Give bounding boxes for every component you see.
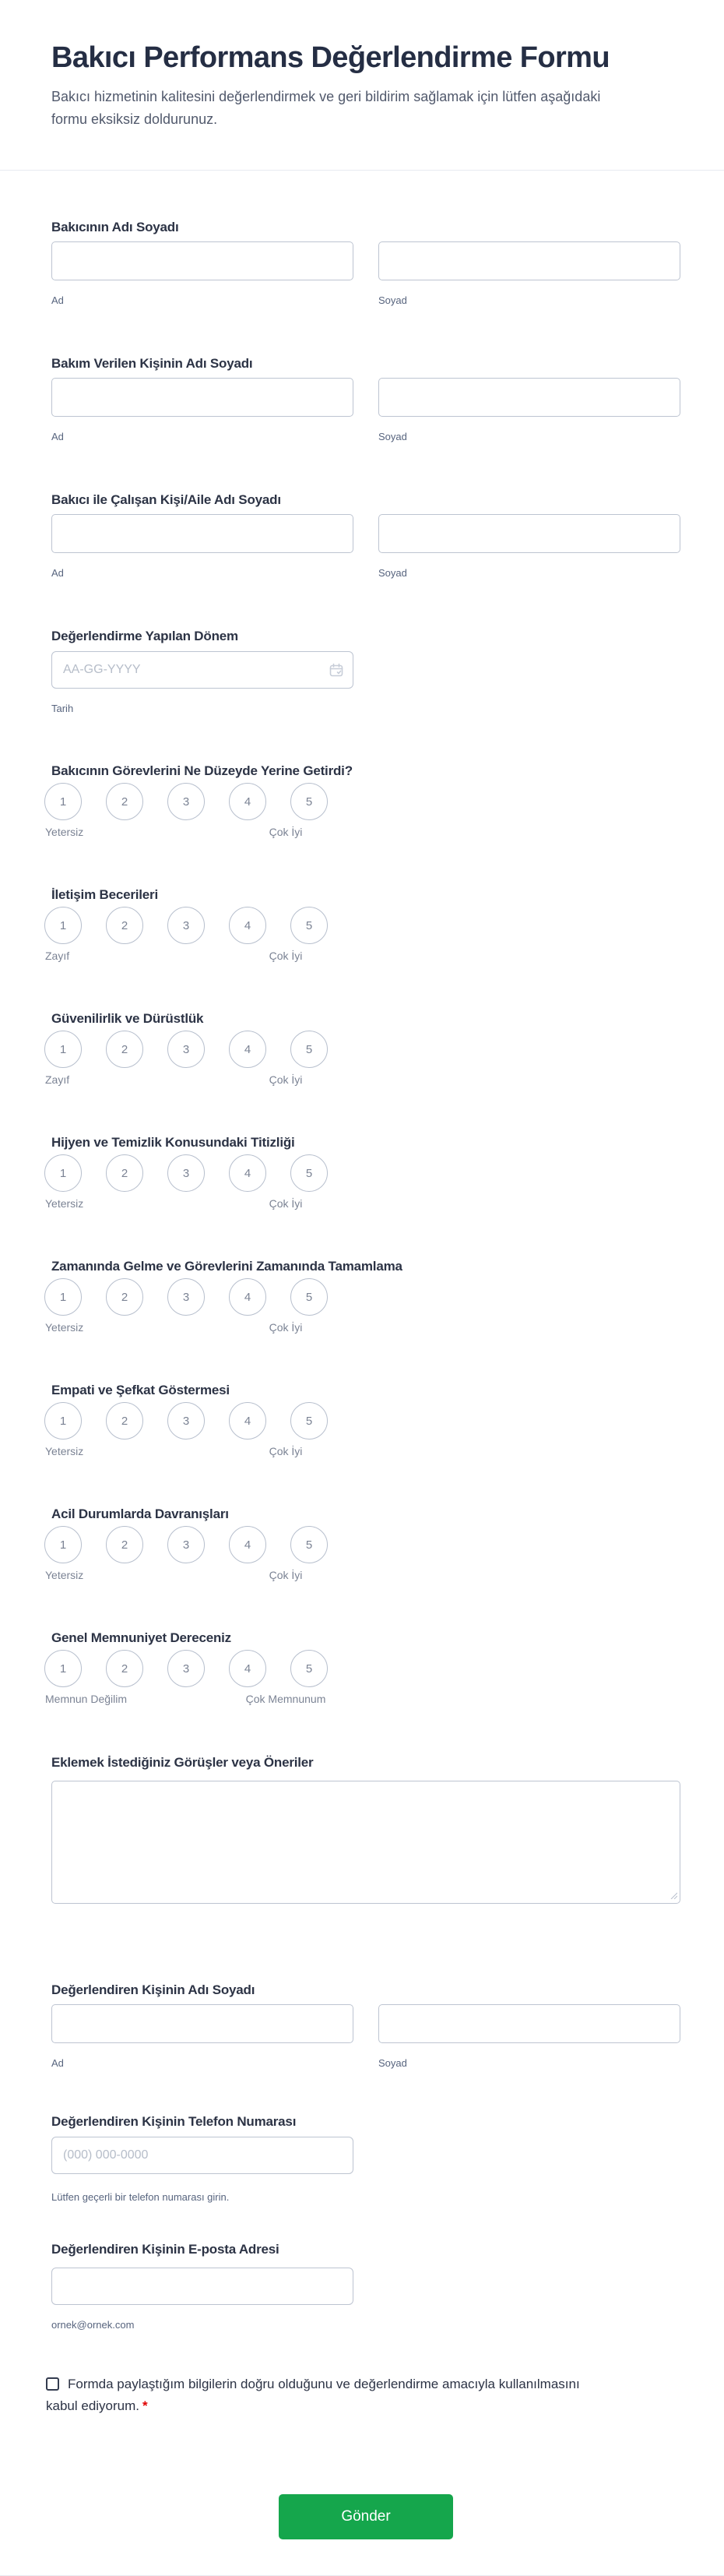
- rating-scale: [44, 1526, 680, 1563]
- rating-question: [45, 1010, 680, 1087]
- scale-option-4[interactable]: 4: [229, 1402, 266, 1440]
- scale-max-label: Çok Memnunum: [245, 1693, 326, 1705]
- scale-min-label: Yetersiz: [45, 1445, 84, 1457]
- scale-option-4[interactable]: 4: [229, 1154, 266, 1192]
- scale-option-4[interactable]: 4: [229, 1650, 266, 1687]
- question-label: Hijyen ve Temizlik Konusundaki Titizliği: [51, 1135, 295, 1150]
- question-label: Güvenilirlik ve Dürüstlük: [51, 1011, 204, 1026]
- header-divider: [0, 170, 724, 171]
- question-label: Acil Durumlarda Davranışları: [51, 1506, 229, 1521]
- first-name-input[interactable]: [51, 2004, 353, 2043]
- scale-option-5[interactable]: 5: [290, 1154, 328, 1192]
- rating-question: [45, 1506, 680, 1582]
- email-question: [51, 2241, 680, 2331]
- last-name-input[interactable]: [378, 241, 680, 280]
- rating-scale: [44, 1154, 680, 1192]
- scale-option-2[interactable]: 2: [106, 1650, 143, 1687]
- scale-max-label: Çok İyi: [269, 1321, 303, 1334]
- name-fields-group: [51, 219, 680, 580]
- date-question: [51, 628, 680, 715]
- question-label: Genel Memnuniyet Dereceniz: [51, 1630, 231, 1645]
- calendar-icon[interactable]: [329, 662, 344, 678]
- scale-max-label: Çok İyi: [269, 1569, 303, 1581]
- name-columns: [51, 2004, 680, 2070]
- scale-min-label: Memnun Değilim: [45, 1693, 128, 1705]
- submit-button[interactable]: Gönder: [279, 2494, 453, 2539]
- form-header: [0, 0, 724, 131]
- first-name-sublabel: Ad: [51, 431, 64, 442]
- scale-labels: [44, 950, 680, 963]
- rating-scale: [44, 1402, 680, 1440]
- scale-option-2[interactable]: 2: [106, 1526, 143, 1563]
- email-sublabel: ornek@ornek.com: [51, 2319, 135, 2331]
- scale-option-3[interactable]: 3: [167, 1526, 205, 1563]
- rating-question: [45, 1258, 680, 1334]
- rating-question: [45, 763, 680, 839]
- first-name-column: [51, 2004, 353, 2070]
- form-description: Bakıcı hizmetinin kalitesini değerlendirmek ve geri bildirim sağlamak için lütfen aşağıdaki formu eksiksiz doldurunuz.: [51, 89, 601, 127]
- scale-option-4[interactable]: 4: [229, 907, 266, 944]
- scale-option-5[interactable]: 5: [290, 1402, 328, 1440]
- rating-scale: [44, 1650, 680, 1687]
- name-question: [51, 355, 680, 443]
- consent-text: Formda paylaştığım bilgilerin doğru olduğunu ve değerlendirme amacıyla kullanılmasını kabul ediyorum.: [46, 2377, 580, 2413]
- first-name-column: [51, 514, 353, 580]
- first-name-input[interactable]: [51, 241, 353, 280]
- consent-row: [46, 2373, 591, 2417]
- scale-option-1[interactable]: 1: [44, 1650, 82, 1687]
- evaluator-name-group: [51, 1982, 680, 2070]
- last-name-input[interactable]: [378, 2004, 680, 2043]
- comments-textarea[interactable]: [51, 1781, 680, 1904]
- scale-option-1[interactable]: 1: [44, 1031, 82, 1068]
- rating-question: [45, 1630, 680, 1706]
- scale-option-5[interactable]: 5: [290, 783, 328, 820]
- name-columns: [51, 514, 680, 580]
- question-label: Bakım Verilen Kişinin Adı Soyadı: [51, 356, 253, 371]
- question-label: Değerlendiren Kişinin Telefon Numarası: [51, 2114, 297, 2129]
- scale-option-4[interactable]: 4: [229, 1278, 266, 1316]
- scale-option-4[interactable]: 4: [229, 783, 266, 820]
- scale-option-5[interactable]: 5: [290, 1526, 328, 1563]
- textarea-wrap: [51, 1781, 680, 1904]
- scale-option-3[interactable]: 3: [167, 907, 205, 944]
- rating-question: [45, 886, 680, 963]
- scale-option-3[interactable]: 3: [167, 1278, 205, 1316]
- scale-option-3[interactable]: 3: [167, 1031, 205, 1068]
- scale-labels: [44, 1569, 680, 1582]
- question-label: Empati ve Şefkat Göstermesi: [51, 1383, 230, 1397]
- scale-option-2[interactable]: 2: [106, 907, 143, 944]
- last-name-input[interactable]: [378, 378, 680, 417]
- scale-option-1[interactable]: 1: [44, 1526, 82, 1563]
- first-name-column: [51, 241, 353, 307]
- last-name-sublabel: Soyad: [378, 294, 407, 306]
- scale-labels: [44, 1445, 680, 1458]
- rating-scale: [44, 1031, 680, 1068]
- scale-option-2[interactable]: 2: [106, 783, 143, 820]
- scale-option-1[interactable]: 1: [44, 907, 82, 944]
- scale-labels: [44, 1197, 680, 1210]
- form-body: [0, 219, 724, 2539]
- name-columns: [51, 378, 680, 443]
- page-title: Bakıcı Performans Değerlendirme Formu: [51, 41, 610, 74]
- scale-option-3[interactable]: 3: [167, 1650, 205, 1687]
- rating-question: [45, 1382, 680, 1458]
- last-name-sublabel: Soyad: [378, 2057, 407, 2069]
- scale-option-2[interactable]: 2: [106, 1031, 143, 1068]
- resize-handle-icon[interactable]: [670, 1891, 677, 1899]
- scale-option-3[interactable]: 3: [167, 783, 205, 820]
- name-columns: [51, 241, 680, 307]
- last-name-sublabel: Soyad: [378, 431, 407, 442]
- last-name-column: [378, 2004, 680, 2070]
- last-name-column: [378, 514, 680, 580]
- phone-input[interactable]: [51, 2137, 353, 2174]
- first-name-sublabel: Ad: [51, 567, 64, 579]
- scale-option-2[interactable]: 2: [106, 1402, 143, 1440]
- rating-scale: [44, 1278, 680, 1316]
- date-sublabel: Tarih: [51, 703, 74, 714]
- question-label: Bakıcı ile Çalışan Kişi/Aile Adı Soyadı: [51, 492, 281, 507]
- question-label: Bakıcının Görevlerini Ne Düzeyde Yerine Getirdi?: [51, 763, 353, 778]
- scale-option-3[interactable]: 3: [167, 1402, 205, 1440]
- scale-option-5[interactable]: 5: [290, 907, 328, 944]
- scale-labels: [44, 826, 680, 839]
- rating-question: [45, 1134, 680, 1210]
- scale-option-1[interactable]: 1: [44, 1402, 82, 1440]
- question-label: İletişim Becerileri: [51, 887, 158, 902]
- scale-option-2[interactable]: 2: [106, 1154, 143, 1192]
- phone-sublabel: Lütfen geçerli bir telefon numarası girin.: [51, 2191, 230, 2203]
- scale-max-label: Çok İyi: [269, 1197, 303, 1210]
- rating-questions-group: [45, 763, 680, 1706]
- scale-labels: [44, 1693, 680, 1706]
- scale-max-label: Çok İyi: [269, 950, 303, 962]
- scale-min-label: Yetersiz: [45, 1197, 84, 1210]
- scale-labels: [44, 1073, 680, 1087]
- scale-option-1[interactable]: 1: [44, 1278, 82, 1316]
- phone-question: [51, 2113, 680, 2204]
- name-question: [51, 219, 680, 307]
- scale-min-label: Yetersiz: [45, 1321, 84, 1334]
- rating-scale: [44, 907, 680, 944]
- scale-max-label: Çok İyi: [269, 1073, 303, 1086]
- name-question: [51, 492, 680, 580]
- scale-min-label: Zayıf: [45, 950, 70, 962]
- first-name-sublabel: Ad: [51, 2057, 64, 2069]
- question-label: Bakıcının Adı Soyadı: [51, 220, 179, 234]
- email-input-wrap: [51, 2268, 353, 2305]
- first-name-sublabel: Ad: [51, 294, 64, 306]
- question-label: Zamanında Gelme ve Görevlerini Zamanında Tamamlama: [51, 1259, 402, 1274]
- scale-option-5[interactable]: 5: [290, 1650, 328, 1687]
- rating-scale: [44, 783, 680, 820]
- scale-option-1[interactable]: 1: [44, 783, 82, 820]
- scale-max-label: Çok İyi: [269, 826, 303, 838]
- scale-option-3[interactable]: 3: [167, 1154, 205, 1192]
- first-name-column: [51, 378, 353, 443]
- question-label: Değerlendiren Kişinin Adı Soyadı: [51, 1982, 255, 1997]
- name-question: [51, 1982, 680, 2070]
- scale-option-5[interactable]: 5: [290, 1278, 328, 1316]
- question-label: Değerlendiren Kişinin E-posta Adresi: [51, 2242, 279, 2257]
- question-label: Değerlendirme Yapılan Dönem: [51, 629, 238, 643]
- last-name-column: [378, 241, 680, 307]
- consent-checkbox[interactable]: [46, 2377, 59, 2391]
- first-name-input[interactable]: [51, 514, 353, 553]
- date-input-wrap: [51, 651, 353, 689]
- last-name-column: [378, 378, 680, 443]
- phone-input-wrap: [51, 2137, 353, 2174]
- scale-option-4[interactable]: 4: [229, 1526, 266, 1563]
- comments-question: [51, 1754, 680, 1904]
- scale-min-label: Zayıf: [45, 1073, 70, 1086]
- scale-option-4[interactable]: 4: [229, 1031, 266, 1068]
- scale-option-1[interactable]: 1: [44, 1154, 82, 1192]
- scale-min-label: Yetersiz: [45, 826, 84, 838]
- question-label: Eklemek İstediğiniz Görüşler veya Öneriler: [51, 1755, 314, 1770]
- scale-option-5[interactable]: 5: [290, 1031, 328, 1068]
- date-input[interactable]: [51, 651, 353, 689]
- last-name-sublabel: Soyad: [378, 567, 407, 579]
- last-name-input[interactable]: [378, 514, 680, 553]
- scale-max-label: Çok İyi: [269, 1445, 303, 1457]
- first-name-input[interactable]: [51, 378, 353, 417]
- required-asterisk: *: [142, 2398, 148, 2413]
- scale-labels: [44, 1321, 680, 1334]
- email-input[interactable]: [51, 2268, 353, 2305]
- scale-min-label: Yetersiz: [45, 1569, 84, 1581]
- scale-option-2[interactable]: 2: [106, 1278, 143, 1316]
